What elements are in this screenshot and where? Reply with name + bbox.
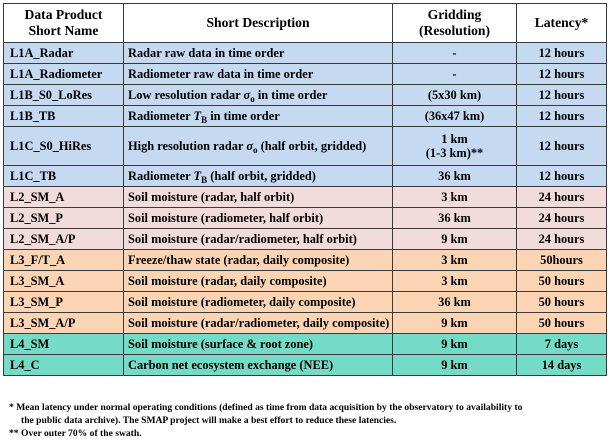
product-latency: 12 hours — [517, 127, 607, 166]
product-latency: 14 days — [517, 355, 607, 376]
product-description: Soil moisture (radar/radiometer, daily composite) — [124, 313, 393, 334]
product-short-name: L3_F/T_A — [4, 250, 124, 271]
product-description: Soil moisture (radar/radiometer, half orbit) — [124, 229, 393, 250]
product-description — [124, 127, 393, 166]
table-header-row — [4, 4, 607, 43]
product-gridding: 9 km — [393, 355, 517, 376]
product-short-name: L4_C — [4, 355, 124, 376]
description-subscript: B — [201, 175, 208, 185]
product-latency: 24 hours — [517, 229, 607, 250]
product-gridding: 36 km — [393, 166, 517, 187]
product-description — [124, 166, 393, 187]
product-short-name: L2_SM_A — [4, 187, 124, 208]
product-short-name: L1C_S0_HiRes — [4, 127, 124, 166]
product-short-name: L1B_S0_LoRes — [4, 85, 124, 106]
product-latency: 12 hours — [517, 85, 607, 106]
description-text: Radiometer — [128, 109, 194, 123]
table-row — [4, 166, 607, 187]
header-short-name-line2: Short Name — [28, 23, 99, 38]
table-row — [4, 127, 607, 166]
product-description: Soil moisture (radar, half orbit) — [124, 187, 393, 208]
product-gridding: 36 km — [393, 292, 517, 313]
table-row — [4, 334, 607, 355]
product-gridding: (5x30 km) — [393, 85, 517, 106]
description-symbol: T — [193, 109, 202, 123]
description-text: Low resolution radar — [128, 88, 244, 102]
product-latency: 24 hours — [517, 208, 607, 229]
product-short-name: L2_SM_P — [4, 208, 124, 229]
product-latency: 12 hours — [517, 166, 607, 187]
description-text: (half orbit, gridded) — [207, 169, 316, 183]
product-gridding: - — [393, 43, 517, 64]
product-description: Radar raw data in time order — [124, 43, 393, 64]
product-gridding: 9 km — [393, 334, 517, 355]
footnote-swath: ** Over outer 70% of the swath. — [9, 428, 142, 439]
description-text: in time order — [254, 88, 328, 102]
product-description: Radiometer raw data in time order — [124, 64, 393, 85]
header-gridding-line2: (Resolution) — [419, 23, 490, 38]
product-description: Soil moisture (surface & root zone) — [124, 334, 393, 355]
product-gridding: 36 km — [393, 208, 517, 229]
footnotes — [9, 401, 609, 440]
description-symbol: σ — [246, 139, 253, 153]
product-short-name: L3_SM_A/P — [4, 313, 124, 334]
header-short-name — [4, 4, 124, 43]
description-subscript: B — [201, 115, 208, 125]
table-row — [4, 271, 607, 292]
footnote-latency-line1: * Mean latency under normal operating conditions (defined as time from data acquisition by the observatory to availability to — [9, 402, 523, 413]
product-gridding: (36x47 km) — [393, 106, 517, 127]
product-latency: 12 hours — [517, 64, 607, 85]
product-description: Soil moisture (radar, daily composite) — [124, 271, 393, 292]
table-row — [4, 106, 607, 127]
product-latency: 12 hours — [517, 43, 607, 64]
product-gridding: 3 km — [393, 271, 517, 292]
product-description: Soil moisture (radiometer, half orbit) — [124, 208, 393, 229]
product-description: Soil moisture (radiometer, daily composite) — [124, 292, 393, 313]
gridding-line2: (1-3 km)** — [425, 146, 484, 160]
description-subscript: o — [250, 94, 255, 104]
table-row — [4, 292, 607, 313]
product-gridding: - — [393, 64, 517, 85]
product-short-name: L3_SM_P — [4, 292, 124, 313]
header-short-description: Short Description — [124, 4, 393, 43]
product-short-name: L1C_TB — [4, 166, 124, 187]
product-gridding: 3 km — [393, 250, 517, 271]
product-short-name: L2_SM_A/P — [4, 229, 124, 250]
gridding-line1: 1 km — [441, 132, 468, 146]
table-row — [4, 229, 607, 250]
product-description — [124, 106, 393, 127]
table-row — [4, 313, 607, 334]
description-text: (half orbit, gridded) — [257, 139, 367, 153]
product-latency: 50 hours — [517, 271, 607, 292]
description-subscript: o — [253, 145, 258, 155]
header-short-name-line1: Data Product — [24, 7, 103, 22]
product-description: Freeze/thaw state (radar, daily composite) — [124, 250, 393, 271]
header-gridding — [393, 4, 517, 43]
product-latency: 50 hours — [517, 313, 607, 334]
table-row — [4, 85, 607, 106]
product-latency: 50 hours — [517, 292, 607, 313]
product-latency: 50hours — [517, 250, 607, 271]
description-text: High resolution radar — [128, 139, 247, 153]
product-short-name: L4_SM — [4, 334, 124, 355]
description-symbol: σ — [243, 88, 251, 102]
product-gridding: 9 km — [393, 313, 517, 334]
table-body — [4, 43, 607, 376]
product-latency: 24 hours — [517, 187, 607, 208]
table-row — [4, 43, 607, 64]
description-text: Radiometer — [128, 169, 194, 183]
product-short-name: L1B_TB — [4, 106, 124, 127]
header-gridding-line1: Gridding — [427, 7, 482, 22]
product-latency: 7 days — [517, 334, 607, 355]
product-description — [124, 85, 393, 106]
table-row — [4, 250, 607, 271]
description-symbol: T — [193, 169, 202, 183]
product-short-name: L3_SM_A — [4, 271, 124, 292]
product-gridding: 3 km — [393, 187, 517, 208]
header-latency: Latency* — [517, 4, 607, 43]
product-latency: 12 hours — [517, 106, 607, 127]
data-products-table — [3, 3, 607, 376]
footnote-latency-line2: the public data archive). The SMAP project will make a best effort to reduce these latencies. — [21, 415, 397, 426]
product-gridding — [393, 127, 517, 166]
table-row — [4, 64, 607, 85]
table-row — [4, 208, 607, 229]
table-row — [4, 187, 607, 208]
product-gridding: 9 km — [393, 229, 517, 250]
data-products-sheet — [3, 3, 606, 439]
description-text: in time order — [207, 109, 280, 123]
product-short-name: L1A_Radar — [4, 43, 124, 64]
product-description: Carbon net ecosystem exchange (NEE) — [124, 355, 393, 376]
table-row — [4, 355, 607, 376]
product-short-name: L1A_Radiometer — [4, 64, 124, 85]
